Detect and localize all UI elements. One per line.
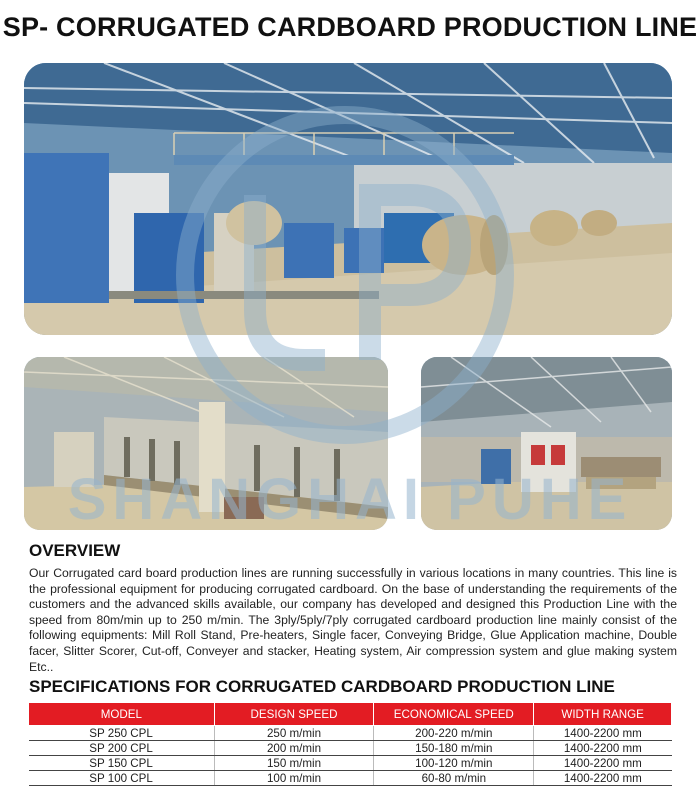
page-title: SP- CORRUGATED CARDBOARD PRODUCTION LINE [2, 12, 698, 42]
cell-design-speed: 200 m/min [214, 741, 374, 756]
table-row [29, 741, 672, 756]
cell-model: SP 150 CPL [29, 756, 215, 771]
cell-economical-speed: 150-180 m/min [374, 741, 534, 756]
column-header-economical-speed: ECONOMICAL SPEED [374, 703, 534, 726]
overview-heading: OVERVIEW [29, 541, 121, 560]
overview-body: Our Corrugated card board production lines are running successfully in various locations in many countries. This line is the professional equipment for producing corrugated cardboard. On the base of understanding the requirements of the customers and the advanced skills available, our company has developed and designed this Production Line with the speed from 80m/min up to 250 m/min. The 3ply/5ply/7ply corrugated cardboard production line mainly consist of the following equipments: Mill Roll Stand, Pre-heaters, Single facer, Conveying Bridge, Glue Application machine, Double facer, Slitter Scorer, Cut-off, Conveyer and stacker, Heating system, Air compression system and glue making system Etc.. [29, 566, 677, 674]
cell-width-range: 1400-2200 mm [534, 771, 672, 786]
table-row [29, 726, 672, 741]
table-header-row [29, 703, 672, 726]
cell-design-speed: 100 m/min [214, 771, 374, 786]
cell-economical-speed: 100-120 m/min [374, 756, 534, 771]
cell-width-range: 1400-2200 mm [534, 726, 672, 741]
table-row [29, 756, 672, 771]
column-header-design-speed: DESIGN SPEED [214, 703, 374, 726]
cell-width-range: 1400-2200 mm [534, 756, 672, 771]
watermark-text: SHANGHAI PUHE [67, 467, 633, 532]
production-line-end-photo [421, 357, 672, 530]
column-header-model: MODEL [29, 703, 215, 726]
cell-model: SP 200 CPL [29, 741, 215, 756]
cell-design-speed: 150 m/min [214, 756, 374, 771]
cell-economical-speed: 200-220 m/min [374, 726, 534, 741]
table-row [29, 771, 672, 786]
cell-model: SP 100 CPL [29, 771, 215, 786]
cell-width-range: 1400-2200 mm [534, 741, 672, 756]
column-header-width-range: WIDTH RANGE [534, 703, 672, 726]
specifications-heading: SPECIFICATIONS FOR CORRUGATED CARDBOARD PRODUCTION LINE [29, 677, 615, 696]
specifications-table [28, 702, 672, 786]
cell-economical-speed: 60-80 m/min [374, 771, 534, 786]
factory-overview-photo [24, 63, 672, 335]
cell-design-speed: 250 m/min [214, 726, 374, 741]
production-line-side-photo [24, 357, 388, 530]
cell-model: SP 250 CPL [29, 726, 215, 741]
